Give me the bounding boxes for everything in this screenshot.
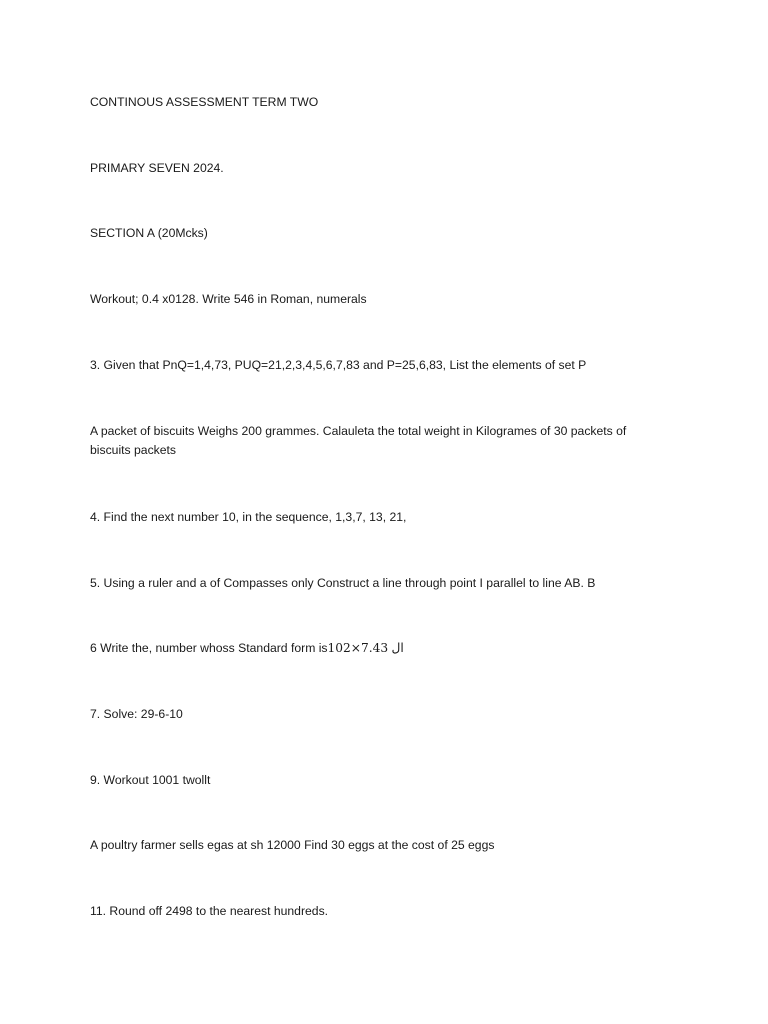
question-6-trailing: ال <box>391 641 404 655</box>
question-poultry: A poultry farmer sells egas at sh 12000 Find 30 eggs at the cost of 25 eggs <box>90 838 495 852</box>
question-11-round-off: 11. Round off 2498 to the nearest hundreds. <box>90 904 329 918</box>
question-7-solve: 7. Solve: 29-6-10 <box>90 707 183 721</box>
question-biscuits: A packet of biscuits Weighs 200 grammes. Calauleta the total weight in Kilogrames of 30 packets of biscuits packets <box>90 424 627 457</box>
document-title: CONTINOUS ASSESSMENT TERM TWO <box>90 95 319 109</box>
question-5-construction: 5. Using a ruler and a of Compasses only Construct a line through point I parallel to line AB. B <box>90 576 596 590</box>
question-3-sets: 3. Given that PnQ=1,4,73, PUQ=21,2,3,4,5,6,7,83 and P=25,6,83, List the elements of set P <box>90 358 587 372</box>
question-6-text: 6 Write the, number whoss Standard form is <box>90 641 328 655</box>
question-6-expression: 102×7.43 <box>327 641 389 655</box>
question-4-sequence: 4. Find the next number 10, in the sequence, 1,3,7, 13, 21, <box>90 510 407 524</box>
question-6-standard-form <box>90 639 670 658</box>
question-workout-roman: Workout; 0.4 x0128. Write 546 in Roman, numerals <box>90 292 367 306</box>
section-heading: SECTION A (20Mcks) <box>90 226 208 240</box>
question-9-workout: 9. Workout 1001 twollt <box>90 773 211 787</box>
class-year-line: PRIMARY SEVEN 2024. <box>90 161 224 175</box>
